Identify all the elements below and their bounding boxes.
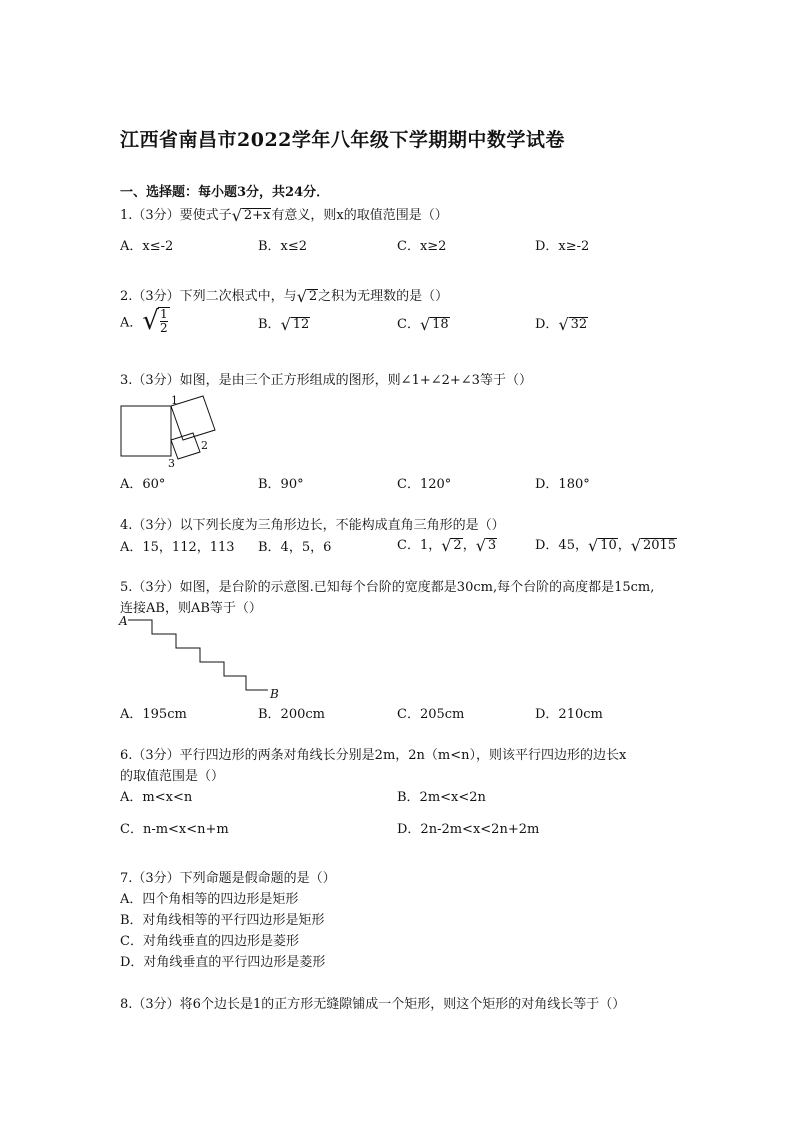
option-label: C．1， bbox=[397, 538, 442, 553]
radical: 2+x bbox=[243, 208, 271, 223]
angle-label-2: 2 bbox=[201, 439, 208, 452]
option-label: D．45， bbox=[535, 538, 588, 553]
q3-option-c: C．120° bbox=[397, 477, 452, 492]
radical: 2 bbox=[453, 538, 462, 553]
q4-option-b: B．4，5，6 bbox=[258, 540, 332, 555]
q7-option-c: C．对角线垂直的四边形是菱形 bbox=[120, 934, 299, 949]
point-label-b: B bbox=[270, 687, 279, 701]
question-8: 8.（3分）将6个边长是1的正方形无缝隙铺成一个矩形，则这个矩形的对角线长等于（） bbox=[120, 997, 626, 1012]
question-6-line-1: 6.（3分）平行四边形的两条对角线长分别是2m，2n（m<n），则该平行四边形的边长x bbox=[120, 748, 627, 763]
radical: 2 bbox=[308, 289, 318, 304]
page-title: 江西省南昌市2022学年八年级下学期期中数学试卷 bbox=[120, 129, 565, 151]
question-1-text: 1.（3分）要使式子 bbox=[120, 208, 232, 223]
lower-square bbox=[171, 433, 200, 459]
separator: ， bbox=[462, 538, 476, 553]
q5-option-c: C．205cm bbox=[397, 707, 465, 722]
question-2-text-end: 之积为无理数的是（） bbox=[318, 289, 449, 304]
section-heading: 一、选择题：每小题3分，共24分． bbox=[120, 185, 330, 200]
q3-option-d: D．180° bbox=[535, 477, 590, 492]
q4-option-d: D．45，√ 10，√ 2015 bbox=[535, 536, 677, 555]
point-label-a: A bbox=[119, 614, 128, 628]
angle-label-1: 1 bbox=[171, 394, 178, 407]
question-5-line-2: 连接AB，则AB等于（） bbox=[120, 601, 262, 616]
q3-option-b: B．90° bbox=[258, 477, 304, 492]
q1-option-c: C．x≥2 bbox=[397, 239, 447, 254]
option-label: D． bbox=[535, 317, 559, 332]
q7-option-b: B．对角线相等的平行四边形是矩形 bbox=[120, 913, 325, 928]
q1-option-b: B．x≤2 bbox=[258, 239, 308, 254]
q2-option-b: B．√ 12 bbox=[258, 315, 310, 334]
radical: 18 bbox=[432, 317, 449, 332]
stairs-figure bbox=[118, 612, 288, 702]
denominator: 2 bbox=[159, 321, 168, 335]
question-2: 2.（3分）下列二次根式中，与√ 2之积为无理数的是（） bbox=[120, 287, 449, 306]
q5-option-d: D．210cm bbox=[535, 707, 603, 722]
q3-option-a: A．60° bbox=[120, 477, 166, 492]
q4-option-a: A．15，112，113 bbox=[120, 540, 235, 555]
radical: 10 bbox=[600, 538, 617, 553]
q2-option-d: D．√ 32 bbox=[535, 315, 588, 334]
radical: 2015 bbox=[642, 538, 677, 553]
question-7: 7.（3分）下列命题是假命题的是（） bbox=[120, 871, 336, 886]
fraction bbox=[158, 307, 170, 335]
separator: ， bbox=[617, 538, 631, 553]
question-1: 1.（3分）要使式子√ 2+x有意义，则x的取值范围是（） bbox=[120, 206, 448, 225]
q1-option-a: A．x≤-2 bbox=[120, 239, 174, 254]
q5-option-b: B．200cm bbox=[258, 707, 325, 722]
q6-option-b: B．2m<x<2n bbox=[397, 790, 486, 805]
question-6-line-2: 的取值范围是（） bbox=[120, 769, 225, 784]
stair-outline bbox=[128, 620, 268, 690]
question-5-line-1: 5.（3分）如图，是台阶的示意图.已知每个台阶的宽度都是30cm,每个台阶的高度都是15cm, bbox=[120, 580, 655, 595]
angle-label-3: 3 bbox=[168, 457, 175, 470]
radical: 3 bbox=[487, 538, 497, 553]
numerator: 1 bbox=[159, 306, 168, 321]
question-3: 3.（3分）如图，是由三个正方形组成的图形，则∠1+∠2+∠3等于（） bbox=[120, 373, 532, 388]
question-4: 4.（3分）以下列长度为三角形边长，不能构成直角三角形的是（） bbox=[120, 518, 505, 533]
question-1-text-end: 有意义，则x的取值范围是（） bbox=[271, 208, 448, 223]
option-label: A． bbox=[120, 315, 143, 331]
q6-option-a: A．m<x<n bbox=[120, 790, 193, 805]
q4-option-c: C．1，√ 2，√ 3 bbox=[397, 536, 497, 555]
question-2-text: 2.（3分）下列二次根式中，与 bbox=[120, 289, 297, 304]
radical: 32 bbox=[570, 317, 588, 332]
q2-option-a: A．√ $\frac{1}{2}$ bbox=[120, 306, 168, 336]
q6-option-c: C．n-m<x<n+m bbox=[120, 822, 229, 837]
q2-option-c: C．√ 18 bbox=[397, 315, 449, 334]
option-label: C． bbox=[397, 317, 420, 332]
q6-option-d: D．2n-2m<x<2n+2m bbox=[397, 822, 540, 837]
three-squares-figure bbox=[115, 390, 230, 472]
q7-option-d: D．对角线垂直的平行四边形是菱形 bbox=[120, 955, 326, 970]
radical: 12 bbox=[292, 317, 310, 332]
q5-option-a: A．195cm bbox=[120, 707, 187, 722]
q7-option-a: A．四个角相等的四边形是矩形 bbox=[120, 892, 299, 907]
q1-option-d: D．x≥-2 bbox=[535, 239, 590, 254]
option-label: B． bbox=[258, 317, 281, 332]
large-square bbox=[121, 406, 171, 456]
